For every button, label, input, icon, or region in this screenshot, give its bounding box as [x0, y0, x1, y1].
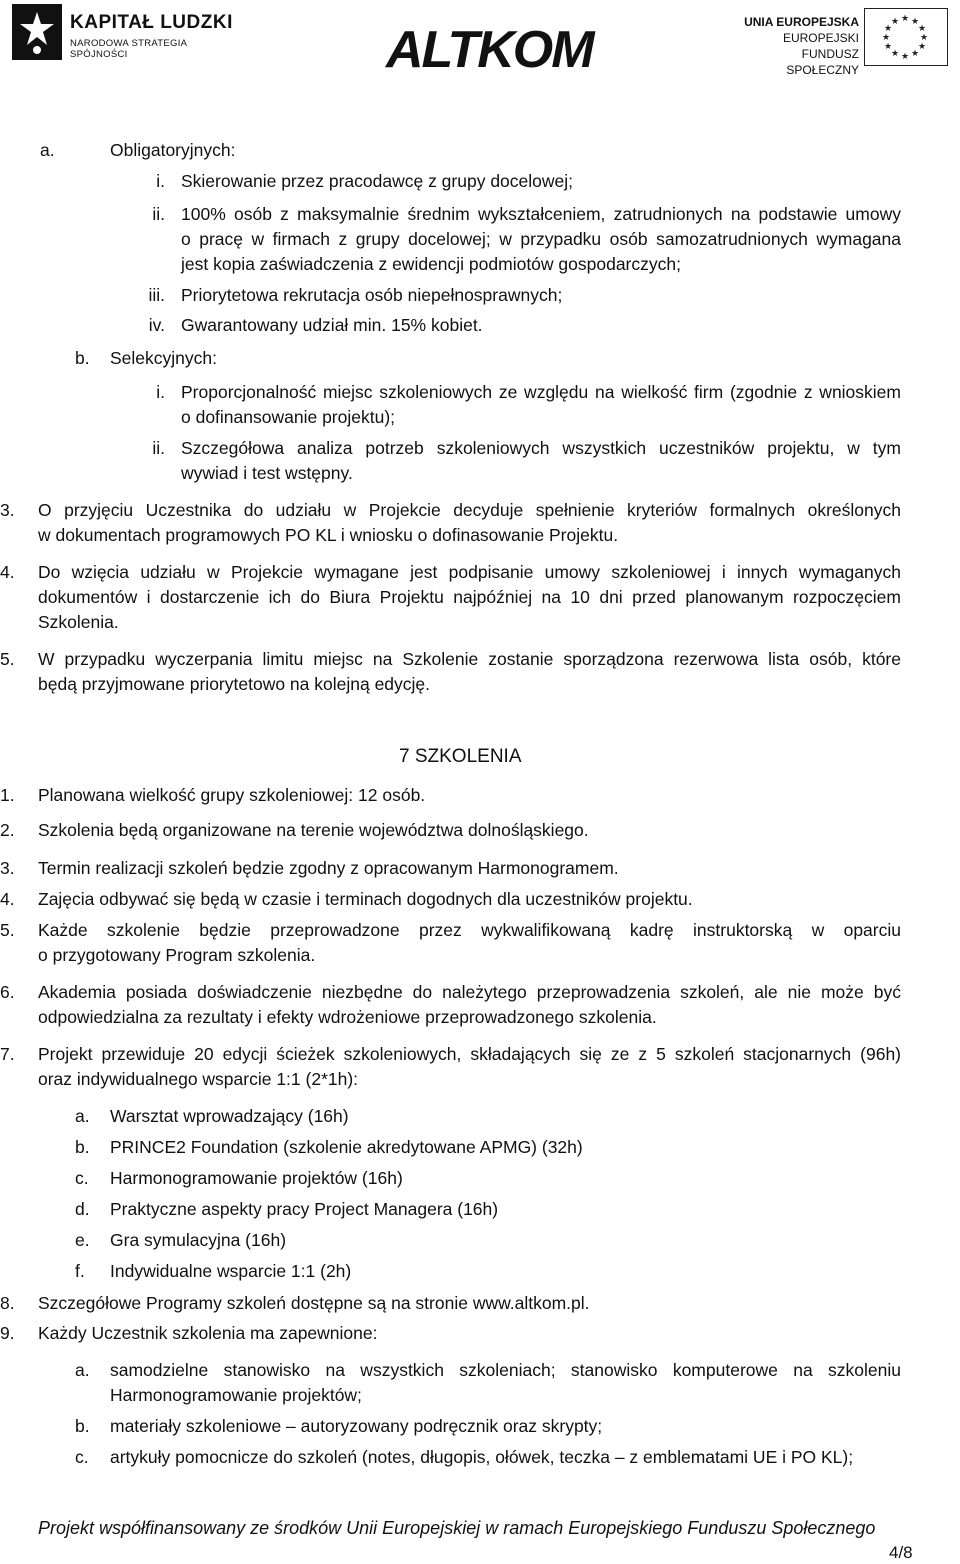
point-marker: 5. — [0, 649, 15, 669]
list-marker: ii. — [152, 438, 165, 458]
point-text: Szkolenia będą organizowane na terenie województwa dolnośląskiego. — [38, 820, 589, 840]
point-marker: 8. — [0, 1293, 15, 1313]
point-text: Do wzięcia udziału w Projekcie wymagane jest podpisanie umowy szkoleniowej i innych wymaganych — [38, 562, 901, 582]
point-text: Projekt przewiduje 20 edycji ścieżek szkoleniowych, składających się ze z 5 szkoleń stacjonarnych (96h) — [38, 1044, 901, 1064]
point-text: oraz indywidualnego wsparcie 1:1 (2*1h): — [38, 1069, 359, 1089]
point-text: Każde szkolenie będzie przeprowadzone przez wykwalifikowaną kadrę instruktorską w oparciu — [38, 920, 901, 940]
point-text: Szczegółowe Programy szkoleń dostępne są na stronie www.altkom.pl. — [38, 1293, 590, 1313]
point-marker: 2. — [0, 820, 15, 840]
list-item-text: Gwarantowany udział min. 15% kobiet. — [181, 315, 483, 335]
list-item-text: 100% osób z maksymalnie średnim wykształceniem, zatrudnionych na podstawie umowy — [181, 204, 901, 224]
section-heading: 7 SZKOLENIA — [399, 746, 522, 767]
eu-logo-line2: EUROPEJSKI — [782, 31, 859, 45]
list-marker: ii. — [152, 204, 165, 224]
point-marker: 4. — [0, 562, 15, 582]
list-item-text: o dofinansowanie projektu); — [181, 407, 396, 427]
point-text: dokumentów i dostarczenie ich do Biura Projektu najpóźniej na 10 dni przed planowanym rozpoczęciem — [38, 587, 901, 607]
list-item-text: wywiad i test wstępny. — [181, 463, 353, 483]
provision-text: samodzielne stanowisko na wszystkich szkoleniach; stanowisko komputerowe na szkoleniu — [110, 1360, 901, 1380]
list-marker: iii. — [148, 285, 165, 305]
provision-marker: c. — [75, 1447, 89, 1467]
list-item-text: Proporcjonalność miejsc szkoleniowych ze względu na wielkość firm (zgodnie z wnioskiem — [181, 382, 901, 402]
eu-flag-icon — [864, 8, 948, 66]
svg-text:★: ★ — [883, 41, 893, 51]
list-marker: iv. — [148, 315, 165, 335]
course-marker: b. — [75, 1137, 90, 1157]
kapital-ludzki-emblem-icon — [12, 4, 62, 60]
svg-text:★: ★ — [881, 32, 891, 42]
svg-text:★: ★ — [910, 48, 920, 58]
provision-text: materiały szkoleniowe – autoryzowany podręcznik oraz skrypty; — [110, 1416, 603, 1436]
provision-text: Harmonogramowanie projektów; — [110, 1385, 362, 1405]
point-text: o przygotowany Program szkolenia. — [38, 945, 316, 965]
section-a-marker: a. — [40, 140, 55, 160]
point-marker: 4. — [0, 889, 15, 909]
course-marker: a. — [75, 1106, 90, 1126]
list-item-text: Skierowanie przez pracodawcę z grupy docelowej; — [181, 171, 574, 191]
point-text: Termin realizacji szkoleń będzie zgodny z opracowanym Harmonogramem. — [38, 858, 619, 878]
point-marker: 9. — [0, 1323, 15, 1343]
svg-text:★: ★ — [917, 23, 927, 33]
point-text: Zajęcia odbywać się będą w czasie i terminach dogodnych dla uczestników projektu. — [38, 889, 693, 909]
kapital-ludzki-title: KAPITAŁ LUDZKI — [70, 12, 233, 33]
eu-logo-line1: UNIA EUROPEJSKA — [744, 15, 859, 29]
course-marker: c. — [75, 1168, 89, 1188]
point-marker: 3. — [0, 858, 15, 878]
list-item-text: o pracę w firmach z grupy docelowej; w przypadku osób samozatrudnionych wymagana — [181, 229, 901, 249]
point-marker: 5. — [0, 920, 15, 940]
svg-text:★: ★ — [919, 32, 929, 42]
footer-text: Projekt współfinansowany ze środków Unii Europejskiej w ramach Europejskiego Funduszu Społecznego — [38, 1518, 876, 1538]
list-marker: i. — [156, 382, 165, 402]
svg-text:★: ★ — [890, 16, 900, 26]
svg-text:★: ★ — [900, 51, 910, 61]
svg-text:★: ★ — [890, 48, 900, 58]
course-item: Indywidualne wsparcie 1:1 (2h) — [110, 1261, 352, 1281]
course-marker: d. — [75, 1199, 90, 1219]
altkom-logo — [386, 14, 593, 86]
point-marker: 6. — [0, 982, 15, 1002]
course-item: Harmonogramowanie projektów (16h) — [110, 1168, 403, 1188]
course-item: Warsztat wprowadzający (16h) — [110, 1106, 349, 1126]
point-text: Akademia posiada doświadczenie niezbędne do należytego przeprowadzenia szkoleń, ale nie może być — [38, 982, 901, 1002]
course-marker: e. — [75, 1230, 90, 1250]
kapital-ludzki-subtitle: NARODOWA STRATEGIA SPÓJNOŚCI — [70, 38, 187, 60]
provision-marker: b. — [75, 1416, 90, 1436]
svg-text:★: ★ — [900, 13, 910, 23]
course-item: Gra symulacyjna (16h) — [110, 1230, 287, 1250]
section-b-marker: b. — [75, 348, 90, 368]
point-marker: 7. — [0, 1044, 15, 1064]
page-number: 4/8 — [889, 1543, 913, 1562]
point-text: Szkolenia. — [38, 612, 119, 632]
point-text: będą przyjmowane priorytetowo na kolejną edycję. — [38, 674, 431, 694]
eu-logo-line3: FUNDUSZ SPOŁECZNY — [786, 47, 859, 77]
point-marker: 3. — [0, 500, 15, 520]
point-text: Każdy Uczestnik szkolenia ma zapewnione: — [38, 1323, 378, 1343]
point-text: Planowana wielkość grupy szkoleniowej: 12 osób. — [38, 785, 426, 805]
point-text: odpowiedzialna za rezultaty i efekty wdrożeniowe przeprowadzonego szkolenia. — [38, 1007, 657, 1027]
list-item-text: Priorytetowa rekrutacja osób niepełnosprawnych; — [181, 285, 563, 305]
eu-logo-text — [738, 14, 859, 78]
list-item-text: jest kopia zaświadczenia z ewidencji podmiotów gospodarczych; — [181, 254, 681, 274]
point-text: W przypadku wyczerpania limitu miejsc na Szkolenie zostanie sporządzona rezerwowa lista osób, które — [38, 649, 901, 669]
course-item: Praktyczne aspekty pracy Project Managera (16h) — [110, 1199, 499, 1219]
list-marker: i. — [156, 171, 165, 191]
point-text: w dokumentach programowych PO KL i wniosku o dofinasowanie Projektu. — [38, 525, 619, 545]
provision-text: artykuły pomocnicze do szkoleń (notes, długopis, ołówek, teczka – z emblematami UE i PO KL); — [110, 1447, 854, 1467]
kapital-ludzki-logo — [8, 4, 233, 62]
svg-text:★: ★ — [883, 23, 893, 33]
svg-text:★: ★ — [910, 16, 920, 26]
eu-logo — [738, 8, 954, 77]
course-marker: f. — [75, 1261, 85, 1281]
altkom-logo-text: ALTKOM — [386, 21, 593, 79]
section-a-label: Obligatoryjnych: — [110, 140, 236, 160]
svg-text:★: ★ — [917, 41, 927, 51]
course-item: PRINCE2 Foundation (szkolenie akredytowane APMG) (32h) — [110, 1137, 583, 1157]
provision-marker: a. — [75, 1360, 90, 1380]
section-b-label: Selekcyjnych: — [110, 348, 217, 368]
list-item-text: Szczegółowa analiza potrzeb szkoleniowych wszystkich uczestników projektu, w tym — [181, 438, 901, 458]
point-text: O przyjęciu Uczestnika do udziału w Projekcie decyduje spełnienie kryteriów formalnych określonych — [38, 500, 901, 520]
point-marker: 1. — [0, 785, 15, 805]
